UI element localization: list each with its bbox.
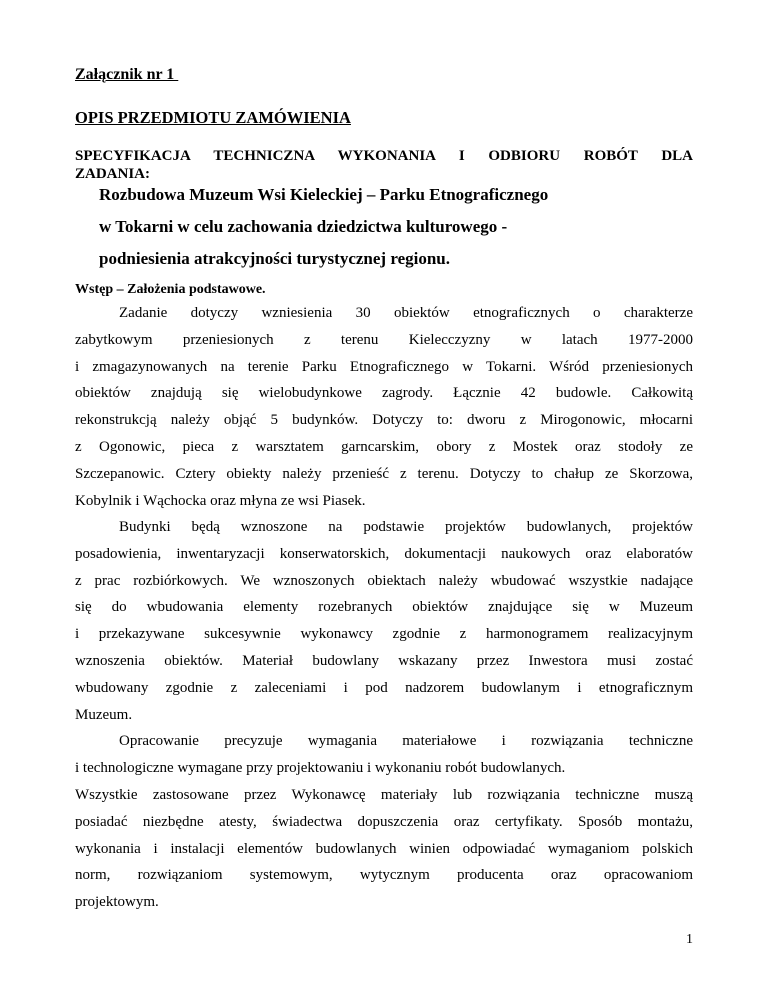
paragraph-1-line: Zadanie dotyczy wzniesienia 30 obiektów etnograficznych o charakterze xyxy=(119,305,693,321)
paragraph-2-line: z prac rozbiórkowych. We wznoszonych obiektach należy wbudować wszystkie nadające xyxy=(75,572,693,589)
paragraph-1-line: rekonstrukcją należy objąć 5 budynków. Dotyczy to: dworu z Mirogonowic, młocarni xyxy=(75,412,693,429)
paragraph-1-line: z Ogonowic, pieca z warsztatem garncarskim, obory z Mostek oraz stodoły ze xyxy=(75,438,693,455)
paragraph-4 xyxy=(75,782,693,916)
paragraph-3-line: i technologiczne wymagane przy projektowaniu i wykonaniu robót budowlanych. xyxy=(75,759,566,776)
paragraph-4-line: posiadać niezbędne atesty, świadectwa dopuszczenia oraz certyfikaty. Sposób montażu, xyxy=(75,813,693,830)
paragraph-2-line: Muzeum. xyxy=(75,706,133,723)
paragraph-1 xyxy=(75,300,693,514)
spec-heading-line-1: SPECYFIKACJA TECHNICZNA WYKONANIA I ODBIORU ROBÓT DLA xyxy=(75,148,693,164)
intro-heading: Wstęp – Założenia podstawowe. xyxy=(75,282,266,297)
document-title: OPIS PRZEDMIOTU ZAMÓWIENIA xyxy=(75,108,351,127)
paragraph-2-line: się do wbudowania elementy rozebranych obiektów znajdujące się w Muzeum xyxy=(75,599,693,616)
paragraph-4-line: projektowym. xyxy=(75,894,159,911)
project-title-line-3: podniesienia atrakcyjności turystycznej regionu. xyxy=(99,249,451,268)
paragraph-2-line: wznoszenia obiektów. Materiał budowlany wskazany przez Inwestora musi zostać xyxy=(75,652,693,669)
paragraph-4-line: wykonania i instalacji elementów budowlanych winien odpowiadać wymaganiom polskich xyxy=(75,840,693,857)
paragraph-3 xyxy=(75,728,693,782)
paragraph-1-line: obiektów znajdują się wielobudynkowe zagrody. Łącznie 42 budowle. Całkowitą xyxy=(75,385,693,402)
paragraph-2-line: posadowienia, inwentaryzacji konserwatorskich, dokumentacji naukowych oraz elaboratów xyxy=(75,545,693,562)
paragraph-1-line: Kobylnik i Wąchocka oraz młyna ze wsi Piasek. xyxy=(75,492,366,509)
paragraph-1-line: Szczepanowic. Cztery obiekty należy przenieść z terenu. Dotyczy to chałup ze Skorzowa, xyxy=(75,465,693,482)
spec-heading-line-2: ZADANIA: xyxy=(75,166,150,182)
project-title-line-1: Rozbudowa Muzeum Wsi Kieleckiej – Parku Etnograficznego xyxy=(99,185,549,204)
paragraph-2-line: Budynki będą wznoszone na podstawie projektów budowlanych, projektów xyxy=(119,519,693,535)
paragraph-3-line: Opracowanie precyzuje wymagania materiałowe i rozwiązania techniczne xyxy=(119,733,693,749)
project-title-line-2: w Tokarni w celu zachowania dziedzictwa kulturowego - xyxy=(99,217,508,236)
paragraph-2 xyxy=(75,514,693,728)
paragraph-1-line: zabytkowym przeniesionych z terenu Kielecczyzny w latach 1977-2000 xyxy=(75,331,693,348)
page-number: 1 xyxy=(686,932,693,947)
paragraph-4-line: Wszystkie zastosowane przez Wykonawcę materiały lub rozwiązania techniczne muszą xyxy=(75,787,693,803)
annex-label: Załącznik nr 1 xyxy=(75,66,179,83)
paragraph-1-line: i zmagazynowanych na terenie Parku Etnograficznego w Tokarni. Wśród przeniesionych xyxy=(75,358,693,375)
paragraph-2-line: wbudowany zgodnie z zaleceniami i pod nadzorem budowlanym i etnograficznym xyxy=(75,679,693,696)
paragraph-2-line: i przekazywane sukcesywnie wykonawcy zgodnie z harmonogramem realizacyjnym xyxy=(75,626,693,643)
paragraph-4-line: norm, rozwiązaniom systemowym, wytycznym producenta oraz opracowaniom xyxy=(75,867,693,884)
